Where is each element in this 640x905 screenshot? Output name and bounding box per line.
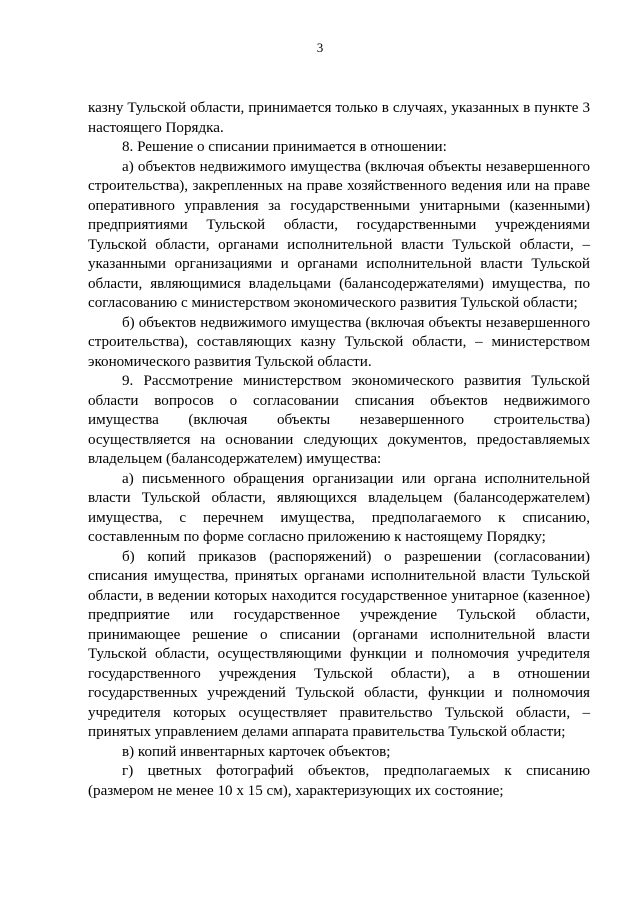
paragraph-item-8: 8. Решение о списании принимается в отношении: <box>122 139 447 155</box>
paragraph-item-9a: а) письменного обращения организации или органа исполнительной власти Тульской области, являющихся владельцем (балансодержателем) имущества, с перечнем имущества, предполагаемого к списанию, составленным по форме согласно приложению к настоящему Порядку; <box>88 470 590 545</box>
document-body <box>88 99 590 801</box>
paragraph-item-8b: б) объектов недвижимого имущества (включая объекты незавершенного строительства), составляющих казну Тульской области, – министерством экономического развития Тульской области. <box>88 314 590 370</box>
paragraph-item-9: 9. Рассмотрение министерством экономического развития Тульской области вопросов о согласовании списания объектов недвижимого имущества (включая объекты незавершенного строительства) осуществляется на основании следующих документов, предоставляемых владельцем (балансодержателем) имущества: <box>88 373 590 467</box>
paragraph-item-9b: б) копий приказов (распоряжений) о разрешении (согласовании) списания имущества, принятых органами исполнительной власти Тульской области, в ведении которых находится государственное унитарное (казенное) предприятие или государственное учреждение Тульской области, принимающее решение о списании (органами исполнительной власти Тульской области, осуществляющими функции и полномочия учредителя государственного учреждения Тульской области), а в отношении государственных учреждений Тульской области, функции и полномочия учредителя которых осуществляет правительство Тульской области, – принятых управлением делами аппарата правительства Тульской области; <box>88 548 590 740</box>
paragraph-item-8a: а) объектов недвижимого имущества (включая объекты незавершенного строительства), закрепленных на праве хозяйственного ведения или на праве оперативного управления за государственными унитарными (казенными) предприятиями Тульской области, государственными учреждениями Тульской области, органами исполнительной власти Тульской области, – указанными организациями и органами исполнительной власти Тульской области, являющимися владельцами (балансодержателями) имущества, по согласованию с министерством экономического развития Тульской области; <box>88 158 590 311</box>
paragraph-item-9v: в) копий инвентарных карточек объектов; <box>122 743 391 760</box>
paragraph-continuation: казну Тульской области, принимается только в случаях, указанных в пункте 3 настоящего Порядка. <box>88 100 590 136</box>
page-number: 3 <box>316 40 324 55</box>
paragraph-item-9g: г) цветных фотографий объектов, предполагаемых к списанию (размером не менее 10 х 15 см), характеризующих их состояние; <box>88 763 590 799</box>
